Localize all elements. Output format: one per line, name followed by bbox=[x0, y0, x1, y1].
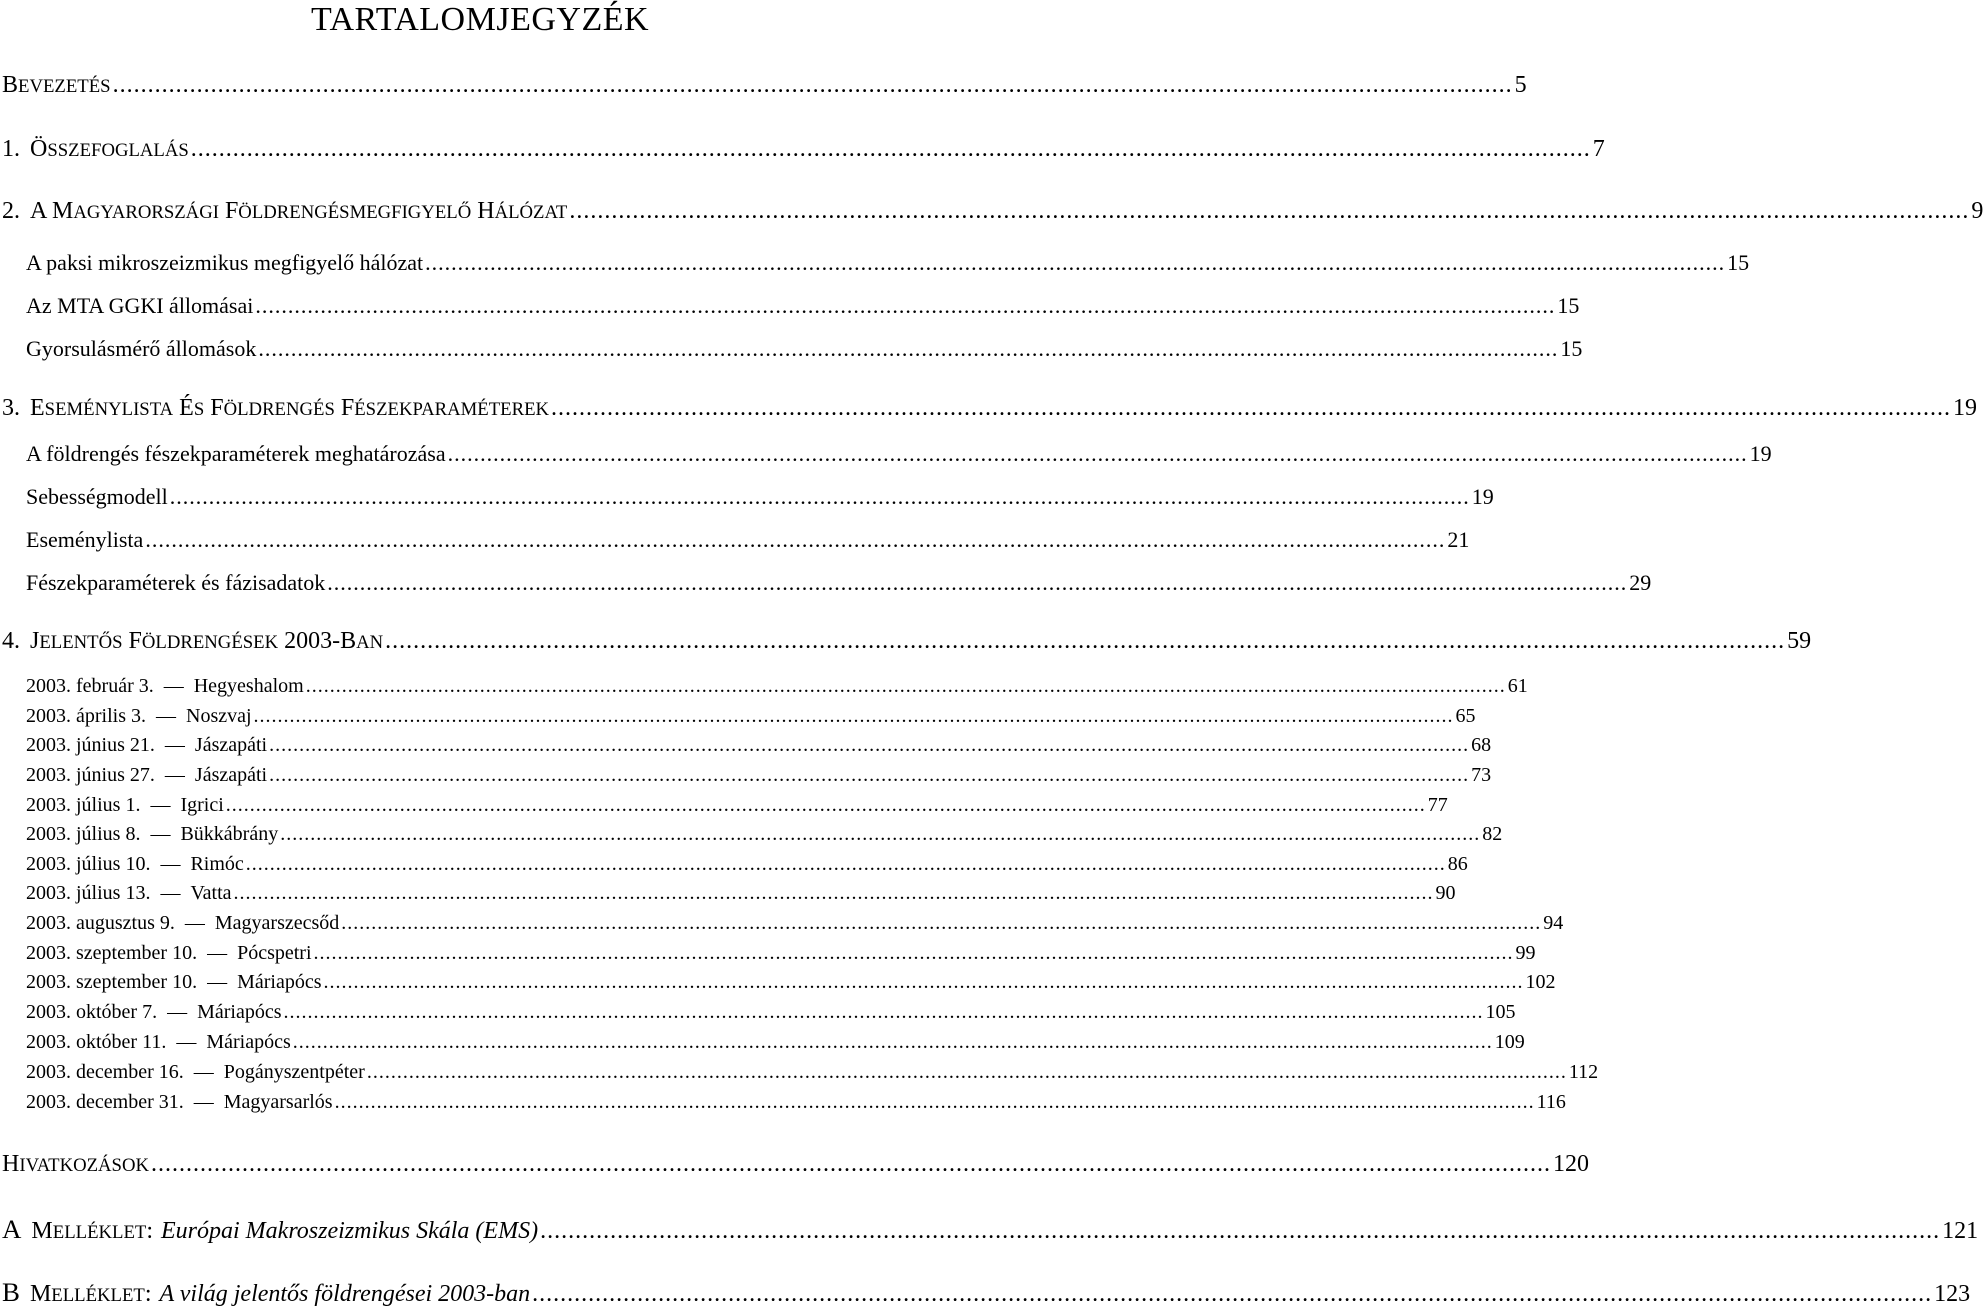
dot-leader: ........................................................................................................................................................................................................ bbox=[169, 484, 1470, 509]
dot-leader: ........................................................................................................................................................................................................ bbox=[269, 764, 1470, 786]
event-place: Máriapócs bbox=[206, 1031, 291, 1053]
appendix-letter: B bbox=[2, 1277, 20, 1307]
toc-entry-label bbox=[26, 882, 232, 905]
toc-entry-label bbox=[26, 1061, 365, 1084]
dash-separator: — bbox=[150, 794, 171, 816]
toc-entry-label bbox=[26, 1031, 291, 1054]
dash-separator: — bbox=[164, 734, 185, 756]
chapter-title: HIVATKOZÁSOK bbox=[2, 1151, 149, 1177]
toc-entry-chapter[interactable] bbox=[2, 72, 1527, 99]
dot-leader: ........................................................................................................................................................................................................ bbox=[532, 1281, 1933, 1307]
event-date: 2003. július 8. bbox=[26, 823, 141, 845]
toc-entry-event[interactable] bbox=[26, 912, 1564, 935]
toc-entry-label bbox=[2, 1151, 149, 1178]
dot-leader: ........................................................................................................................................................................................................ bbox=[283, 1001, 1484, 1023]
chapter-number: 3. bbox=[2, 395, 20, 421]
dash-separator: — bbox=[160, 882, 181, 904]
event-date: 2003. június 21. bbox=[26, 734, 155, 756]
dot-leader: ........................................................................................................................................................................................................ bbox=[323, 971, 1524, 993]
dash-separator: — bbox=[163, 675, 184, 697]
event-date: 2003. április 3. bbox=[26, 705, 146, 727]
dash-separator: — bbox=[150, 823, 171, 845]
section-title: Sebességmodell bbox=[26, 484, 168, 509]
toc-entry-label bbox=[26, 484, 168, 510]
dot-leader: ........................................................................................................................................................................................................ bbox=[334, 1091, 1535, 1113]
event-date: 2003. szeptember 10. bbox=[26, 942, 198, 964]
dash-separator: — bbox=[167, 1001, 188, 1023]
toc-entry-appendix[interactable] bbox=[2, 1214, 1979, 1245]
event-place: Bükkábrány bbox=[180, 823, 279, 845]
dot-leader: ........................................................................................................................................................................................................ bbox=[341, 912, 1542, 934]
dash-separator: — bbox=[164, 764, 185, 786]
dot-leader: ........................................................................................................................................................................................................ bbox=[385, 628, 1786, 654]
section-title: Eseménylista bbox=[26, 527, 144, 552]
page-number: 59 bbox=[1787, 628, 1812, 654]
chapter-number: 2. bbox=[2, 198, 20, 224]
toc-entry-chapter[interactable] bbox=[2, 136, 1605, 163]
chapter-title: ÖSSZEFOGLALÁS bbox=[30, 136, 189, 162]
toc-entry-section[interactable] bbox=[26, 336, 1583, 362]
toc-entry-label bbox=[26, 250, 423, 276]
page-number: 82 bbox=[1482, 823, 1503, 845]
toc-entry-event[interactable] bbox=[26, 882, 1456, 905]
dot-leader: ........................................................................................................................................................................................................ bbox=[269, 734, 1470, 756]
event-date: 2003. december 31. bbox=[26, 1091, 184, 1113]
toc-entry-label bbox=[2, 628, 383, 655]
dot-leader: ........................................................................................................................................................................................................ bbox=[327, 570, 1628, 595]
toc-entry-event[interactable] bbox=[26, 971, 1556, 994]
page-number: 112 bbox=[1568, 1061, 1599, 1083]
page-number: 5 bbox=[1514, 72, 1527, 98]
dash-separator: — bbox=[207, 971, 228, 993]
event-date: 2003. szeptember 10. bbox=[26, 971, 198, 993]
page-number: 15 bbox=[1557, 293, 1580, 318]
event-place: Pogányszentpéter bbox=[223, 1061, 365, 1083]
appendix-word: MELLÉKLET: bbox=[29, 1281, 152, 1307]
toc-entry-chapter[interactable] bbox=[2, 1151, 1589, 1178]
dash-separator: — bbox=[193, 1091, 214, 1113]
page-number: 29 bbox=[1629, 570, 1652, 595]
toc-entry-event[interactable] bbox=[26, 1031, 1525, 1054]
dot-leader: ........................................................................................................................................................................................................ bbox=[366, 1061, 1567, 1083]
toc-entry-event[interactable] bbox=[26, 1001, 1516, 1024]
toc-entry-appendix[interactable] bbox=[2, 1277, 1971, 1308]
toc-entry-label bbox=[2, 1277, 530, 1308]
page-number: 99 bbox=[1515, 942, 1536, 964]
toc-entry-label bbox=[26, 441, 446, 467]
toc-entry-section[interactable] bbox=[26, 527, 1470, 553]
event-date: 2003. október 7. bbox=[26, 1001, 158, 1023]
page-number: 68 bbox=[1471, 734, 1492, 756]
page-number: 19 bbox=[1749, 441, 1772, 466]
dash-separator: — bbox=[184, 912, 205, 934]
event-place: Pócspetri bbox=[237, 942, 312, 964]
event-place: Vatta bbox=[190, 882, 232, 904]
section-title: A paksi mikroszeizmikus megfigyelő hálózat bbox=[26, 250, 424, 275]
toc-entry-section[interactable] bbox=[26, 570, 1652, 596]
page-number: 19 bbox=[1471, 484, 1494, 509]
toc-entry-label bbox=[26, 942, 312, 965]
toc-entry-label bbox=[26, 971, 322, 994]
toc-entry-label bbox=[26, 734, 267, 757]
page-number: 105 bbox=[1485, 1001, 1516, 1023]
appendix-title: Európai Makroszeizmikus Skála (EMS) bbox=[161, 1218, 539, 1244]
chapter-title: ESEMÉNYLISTA ÉS FÖLDRENGÉS FÉSZEKPARAMÉTEREK bbox=[30, 395, 550, 421]
toc-entry-label bbox=[26, 705, 252, 728]
toc-entry-label bbox=[26, 1091, 333, 1114]
page-number: 73 bbox=[1471, 764, 1492, 786]
toc-entry-event[interactable] bbox=[26, 1061, 1599, 1084]
toc-entry-label bbox=[26, 794, 224, 817]
page-number: 77 bbox=[1427, 794, 1448, 816]
toc-entry-chapter[interactable] bbox=[2, 395, 1978, 422]
toc-entry-label bbox=[26, 764, 267, 787]
event-place: Rimóc bbox=[190, 853, 244, 875]
dot-leader: ........................................................................................................................................................................................................ bbox=[112, 72, 1513, 98]
dash-separator: — bbox=[176, 1031, 197, 1053]
toc-entry-label bbox=[2, 136, 189, 163]
page-number: 109 bbox=[1494, 1031, 1525, 1053]
chapter-title: JELENTŐS FÖLDRENGÉSEK 2003-BAN bbox=[30, 628, 384, 654]
toc-entry-event[interactable] bbox=[26, 734, 1492, 757]
toc-entry-label bbox=[26, 912, 339, 935]
dot-leader: ........................................................................................................................................................................................................ bbox=[253, 705, 1454, 727]
page-number: 94 bbox=[1543, 912, 1564, 934]
toc-entry-label bbox=[26, 823, 278, 846]
event-place: Máriapócs bbox=[237, 971, 322, 993]
dot-leader: ........................................................................................................................................................................................................ bbox=[280, 823, 1481, 845]
page-number: 121 bbox=[1942, 1218, 1979, 1244]
dot-leader: ........................................................................................................................................................................................................ bbox=[313, 942, 1514, 964]
section-title: Az MTA GGKI állomásai bbox=[26, 293, 254, 318]
event-place: Máriapócs bbox=[197, 1001, 282, 1023]
chapter-title: BEVEZETÉS bbox=[2, 72, 111, 98]
toc-entry-label bbox=[26, 853, 244, 876]
toc-entry-event[interactable] bbox=[26, 675, 1528, 698]
event-place: Noszvaj bbox=[186, 705, 252, 727]
page-number: 123 bbox=[1934, 1281, 1971, 1307]
page-number: 19 bbox=[1953, 395, 1978, 421]
dash-separator: — bbox=[160, 853, 181, 875]
dot-leader: ........................................................................................................................................................................................................ bbox=[292, 1031, 1493, 1053]
dot-leader: ........................................................................................................................................................................................................ bbox=[255, 293, 1556, 318]
section-title: A földrengés fészekparaméterek meghatározása bbox=[26, 441, 446, 466]
dot-leader: ........................................................................................................................................................................................................ bbox=[145, 527, 1446, 552]
page-number: 90 bbox=[1435, 882, 1456, 904]
toc-entry-section[interactable] bbox=[26, 484, 1494, 510]
dash-separator: — bbox=[193, 1061, 214, 1083]
event-place: Magyarsarlós bbox=[223, 1091, 333, 1113]
dot-leader: ........................................................................................................................................................................................................ bbox=[540, 1218, 1941, 1244]
page-number: 120 bbox=[1552, 1151, 1589, 1177]
dot-leader: ........................................................................................................................................................................................................ bbox=[190, 136, 1591, 162]
page-number: 7 bbox=[1592, 136, 1605, 162]
dot-leader: ........................................................................................................................................................................................................ bbox=[225, 794, 1426, 816]
page-number: 102 bbox=[1525, 971, 1556, 993]
dot-leader: ........................................................................................................................................................................................................ bbox=[447, 441, 1748, 466]
event-date: 2003. július 10. bbox=[26, 853, 151, 875]
toc-entry-label bbox=[2, 395, 549, 422]
toc-entry-label bbox=[26, 336, 256, 362]
page-number: 61 bbox=[1507, 675, 1528, 697]
dash-separator: — bbox=[207, 942, 228, 964]
toc-entry-chapter[interactable] bbox=[2, 628, 1812, 655]
dot-leader: ........................................................................................................................................................................................................ bbox=[551, 395, 1952, 421]
toc-entry-event[interactable] bbox=[26, 823, 1503, 846]
chapter-number: 4. bbox=[2, 628, 20, 654]
page-number: 86 bbox=[1447, 853, 1468, 875]
toc-entry-event[interactable] bbox=[26, 794, 1448, 817]
toc-entry-section[interactable] bbox=[26, 293, 1580, 319]
appendix-word: MELLÉKLET: bbox=[31, 1218, 154, 1244]
toc-entry-chapter[interactable] bbox=[2, 198, 1983, 225]
dot-leader: ........................................................................................................................................................................................................ bbox=[245, 853, 1446, 875]
event-place: Jászapáti bbox=[194, 734, 268, 756]
chapter-number: 1. bbox=[2, 136, 20, 162]
toc-entry-event[interactable] bbox=[26, 705, 1476, 728]
dot-leader: ........................................................................................................................................................................................................ bbox=[425, 250, 1726, 275]
toc-entry-label bbox=[26, 527, 143, 553]
section-title: Fészekparaméterek és fázisadatok bbox=[26, 570, 326, 595]
event-date: 2003. december 16. bbox=[26, 1061, 184, 1083]
toc-entry-label bbox=[26, 293, 253, 319]
toc-entry-event[interactable] bbox=[26, 764, 1492, 787]
event-date: 2003. augusztus 9. bbox=[26, 912, 175, 934]
toc-entry-section[interactable] bbox=[26, 441, 1772, 467]
event-date: 2003. július 1. bbox=[26, 794, 141, 816]
dash-separator: — bbox=[156, 705, 176, 727]
toc-entry-label bbox=[26, 675, 304, 698]
page-number: 15 bbox=[1727, 250, 1750, 275]
dot-leader: ........................................................................................................................................................................................................ bbox=[258, 336, 1559, 361]
event-date: 2003. július 13. bbox=[26, 882, 151, 904]
dot-leader: ........................................................................................................................................................................................................ bbox=[233, 882, 1434, 904]
event-place: Magyarszecsőd bbox=[214, 912, 340, 934]
page-number: 15 bbox=[1560, 336, 1583, 361]
page-number: 116 bbox=[1536, 1091, 1566, 1113]
toc-entry-label bbox=[26, 1001, 282, 1024]
toc-entry-event[interactable] bbox=[26, 942, 1536, 965]
toc-entry-label bbox=[2, 1214, 538, 1245]
chapter-title: A MAGYARORSZÁGI FÖLDRENGÉSMEGFIGYELŐ HÁLÓZAT bbox=[30, 198, 568, 224]
event-place: Jászapáti bbox=[194, 764, 268, 786]
page-number: 65 bbox=[1455, 705, 1476, 727]
section-title: Gyorsulásmérő állomások bbox=[26, 336, 257, 361]
dot-leader: ........................................................................................................................................................................................................ bbox=[569, 198, 1970, 224]
toc-entry-event[interactable] bbox=[26, 1091, 1566, 1114]
toc-entry-label bbox=[26, 570, 325, 596]
toc-entry-event[interactable] bbox=[26, 853, 1468, 876]
toc-entry-section[interactable] bbox=[26, 250, 1750, 276]
event-place: Hegyeshalom bbox=[193, 675, 304, 697]
event-date: 2003. október 11. bbox=[26, 1031, 167, 1053]
toc-entry-label bbox=[2, 198, 567, 225]
appendix-letter: A bbox=[2, 1214, 22, 1244]
event-date: 2003. június 27. bbox=[26, 764, 155, 786]
appendix-title: A világ jelentős földrengései 2003-ban bbox=[159, 1281, 531, 1307]
dot-leader: ........................................................................................................................................................................................................ bbox=[305, 675, 1506, 697]
page-number: 21 bbox=[1447, 527, 1470, 552]
toc-entry-label bbox=[2, 72, 111, 99]
event-date: 2003. február 3. bbox=[26, 675, 154, 697]
page-title: TARTALOMJEGYZÉK bbox=[310, 1, 650, 38]
page-number: 9 bbox=[1971, 198, 1983, 224]
dot-leader: ........................................................................................................................................................................................................ bbox=[150, 1151, 1551, 1177]
event-place: Igrici bbox=[180, 794, 224, 816]
